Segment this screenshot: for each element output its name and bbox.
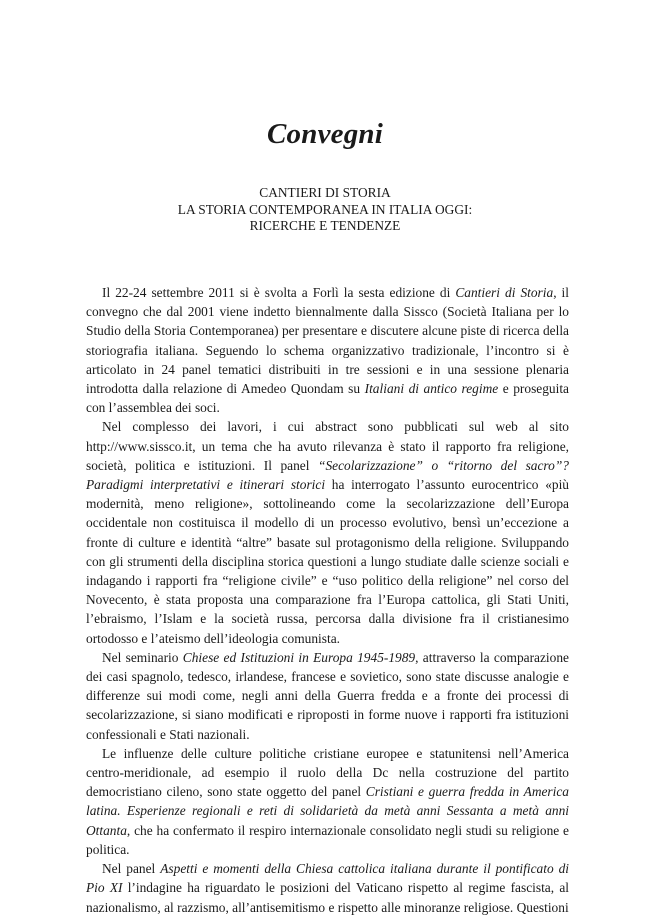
paragraph-text: , il convegno che dal 2001 viene indetto biennalmente dalla Sissco (Società Italiana per lo Studio della Storia Contemporanea) per presentare e discutere alcune piste di ricerca della storiografia italiana. Seguendo lo schema organizzativo tradizionale, l’incontro si è articolato in 24 panel tematici distribuiti in tre sessioni e in una sessione plenaria introdotta dalla relazione di Amedeo Quondam su (86, 285, 569, 397)
paragraph-text: Nel seminario (102, 649, 183, 665)
article-body (86, 283, 569, 917)
italic-title: Cristiani e guerra fredda in America latina. Esperienze regionali e reti di solidarietà da metà anni Sessanta a metà anni Ottanta (86, 784, 570, 838)
paragraph-text: ha interrogato l’assunto eurocentrico «più modernità, meno religione», sottolineando come la secolarizzazione dell’Europa occidentale non costituisca il modello di un processo evolutivo, bensì un’eccezione a fronte di culture e identità “altre” basate sul protagonismo della religione. Sviluppando con gli strumenti della disciplina storica questioni a lungo studiate dalle scienze sociali e indagando i rapporti fra “religione civile” e “uso politico della religione” nel corso del Novecento, è stata proposta una comparazione fra l’Europa cattolica, gli Stati Uniti, l’ebraismo, l’Islam e la società russa, percorsa dalla divisione fra il cristianesimo ortodosso e l’ateismo dell’ideologia comunista. (86, 477, 569, 646)
body-paragraph (86, 859, 569, 917)
italic-title: Italiani di antico regime (364, 381, 499, 397)
paragraph-text: Nel panel (102, 861, 161, 877)
italic-title: “Secolarizzazione” o “ritorno del sacro”? Paradigmi interpretativi e itinerari storici (86, 457, 569, 493)
paragraph-text: Nel complesso dei lavori, i cui abstract sono pubblicati sul web al sito http://www.sissco.it, un tema che ha avuto rilevanza è stato il rapporto fra religione, società, politica e istituzioni. Il panel (86, 419, 569, 473)
paragraph-text: Le influenze delle culture politiche cristiane europee e statunitensi nell’America centro-meridionale, ad esempio il ruolo della Dc nella costruzione del partito democristiano cileno, sono state oggetto del panel (86, 745, 569, 800)
body-paragraph (86, 417, 569, 647)
paragraph-text: Il 22-24 settembre 2011 si è svolta a Forlì la sesta edizione di (102, 285, 456, 300)
paragraph-text: , attraverso la comparazione dei casi spagnolo, tedesco, irlandese, francese e sovietico, sono state discusse analogie e differenze sui modi come, negli anni della Guerra fredda e a fronte dei processi di secolarizzazione, si siano modificati e riproposti in forme nuove i rapporti fra istituzioni confessionali e Stati nazionali. (86, 649, 569, 742)
section-title: Convegni (267, 118, 383, 150)
body-paragraph (86, 283, 569, 417)
article-title-line-3: RICERCHE E TENDENZE (249, 218, 401, 233)
paragraph-text: l’indagine ha riguardato le posizioni del Vaticano rispetto al regime fascista, al nazionalismo, al razzismo, all’antisemitismo e rispetto alle minoranze religiose. Questioni (86, 880, 569, 915)
body-paragraph (86, 744, 569, 859)
article-title-line-2: LA STORIA CONTEMPORANEA IN ITALIA OGGI: (177, 201, 473, 217)
body-paragraph (86, 648, 569, 744)
italic-title: Aspetti e momenti della Chiesa cattolica italiana durante il pontificato di Pio XI (86, 861, 569, 896)
article-title-line-1: CANTIERI DI STORIA (259, 185, 391, 200)
italic-title: Chiese ed Istituzioni in Europa 1945-1989 (182, 649, 416, 665)
paragraph-text: , che ha confermato il respiro internazionale consolidato negli studi su religione e politica. (86, 822, 569, 857)
article-title (0, 185, 650, 235)
italic-title: Cantieri di Storia (455, 285, 554, 300)
paragraph-text: e proseguita con l’assemblea dei soci. (86, 381, 570, 416)
